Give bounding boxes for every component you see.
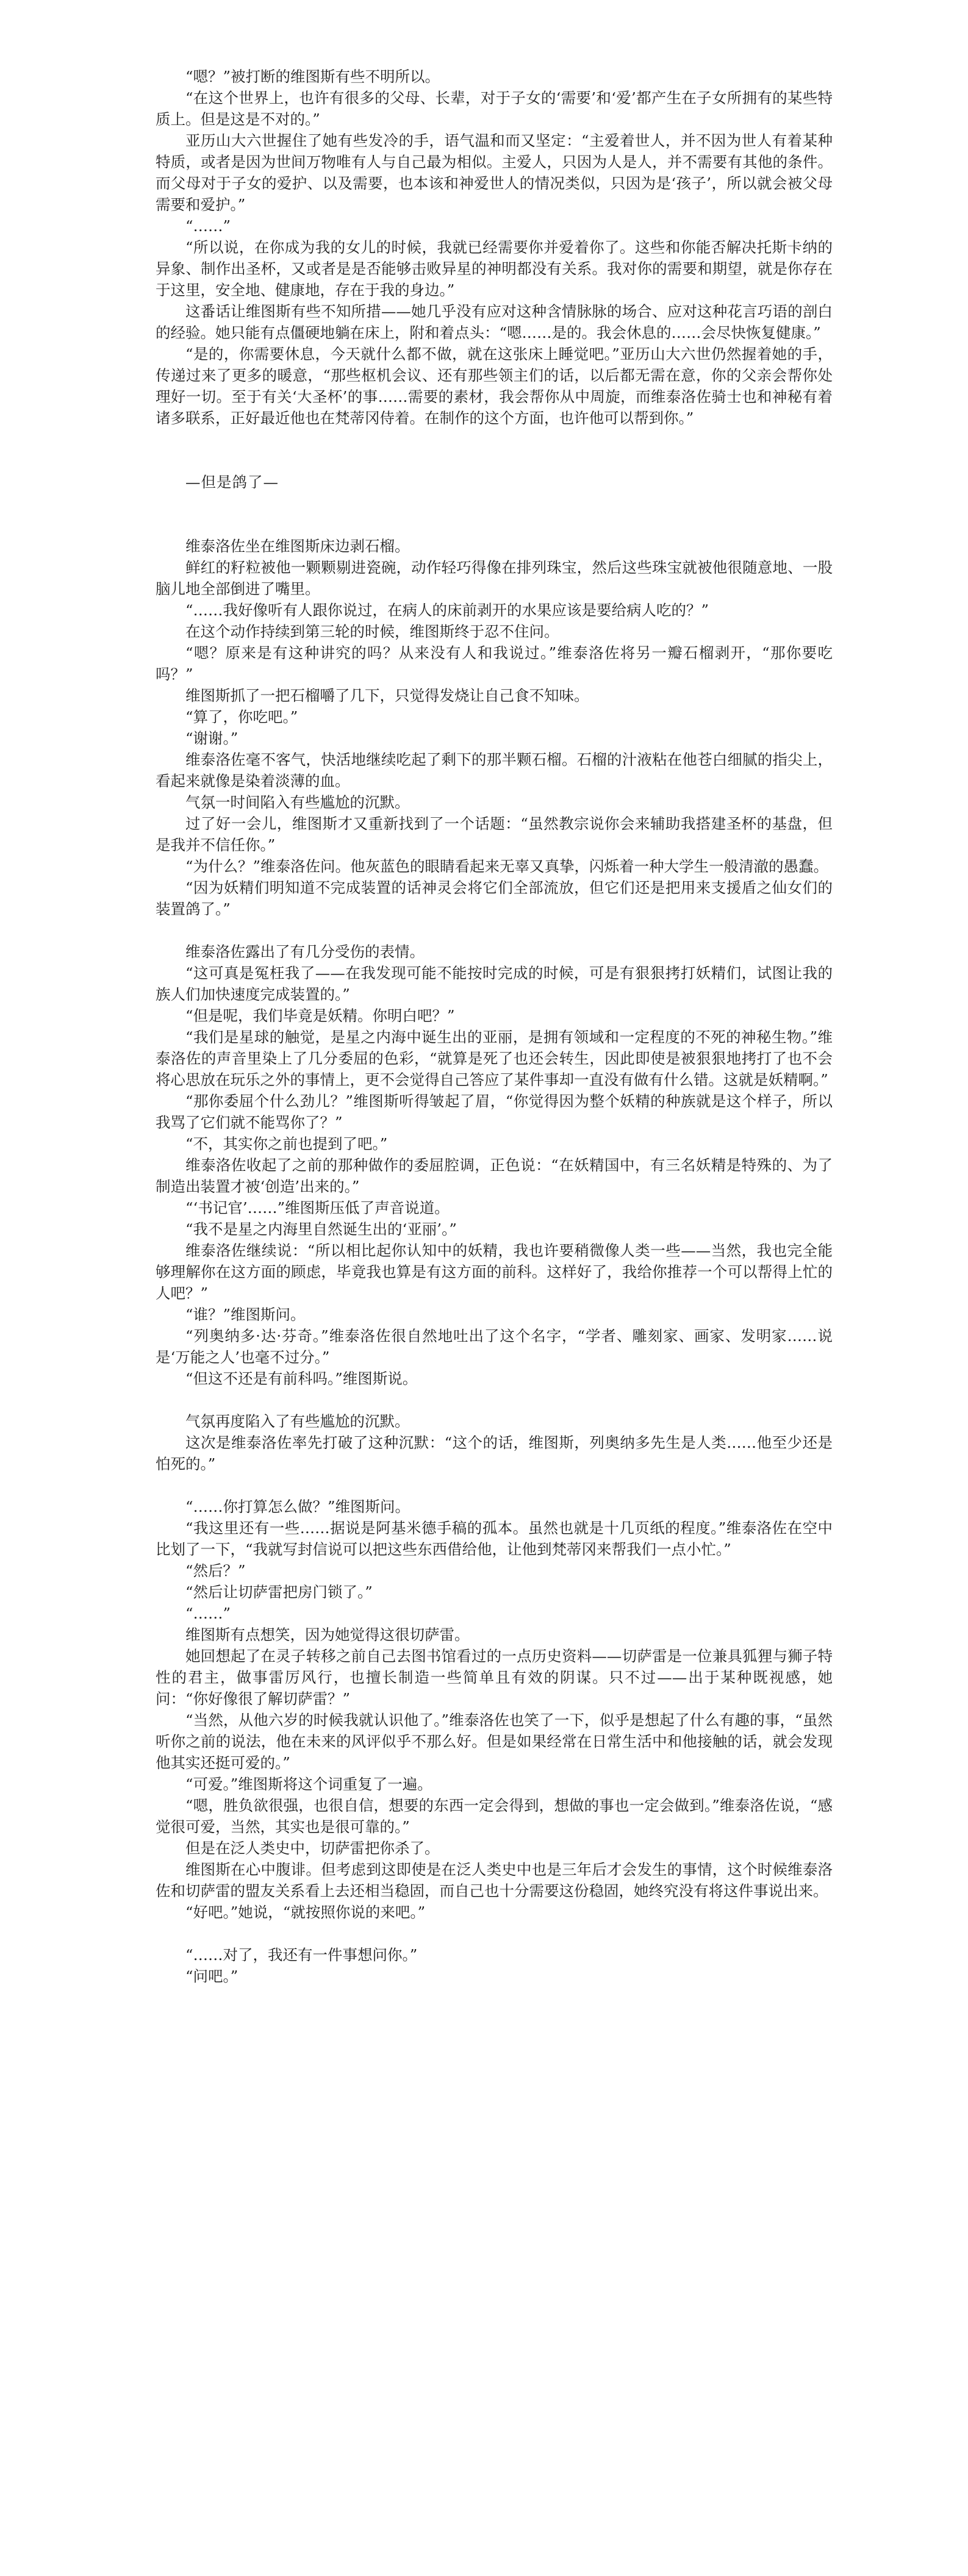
paragraph: 这番话让维图斯有些不知所措——她几乎没有应对这种含情脉脉的场合、应对这种花言巧语的剖白的经验。她只能有点僵硬地躺在床上，附和着点头：“嗯……是的。我会休息的……会尽快恢复健康。” bbox=[156, 302, 833, 342]
paragraph: “可爱。”维图斯将这个词重复了一遍。 bbox=[185, 1775, 432, 1793]
paragraph: 在这个动作持续到第三轮的时候，维图斯终于忍不住问。 bbox=[185, 623, 559, 640]
paragraph: “为什么？”维泰洛佐问。他灰蓝色的眼睛看起来无辜又真挚，闪烁着一种大学生一般清澈的愚蠢。 bbox=[185, 857, 829, 875]
paragraph: “嗯，胜负欲很强，也很自信，想要的东西一定会得到，想做的事也一定会做到。”维泰洛佐说，“感觉很可爱，当然，其实也是很可靠的。” bbox=[156, 1797, 833, 1836]
paragraph: “但是呢，我们毕竟是妖精。你明白吧？” bbox=[185, 1007, 455, 1025]
paragraph: “但这不还是有前科吗。”维图斯说。 bbox=[185, 1370, 418, 1387]
paragraph: “……对了，我还有一件事想问你。” bbox=[185, 1946, 418, 1964]
paragraph: “……我好像听有人跟你说过，在病人的床前剥开的水果应该是要给病人吃的？” bbox=[185, 601, 709, 619]
blank-space bbox=[156, 429, 833, 471]
paragraph: 维图斯有点想笑，因为她觉得这很切萨雷。 bbox=[185, 1626, 470, 1644]
paragraph: “算了，你吃吧。” bbox=[185, 708, 298, 726]
blank-space bbox=[156, 1475, 833, 1496]
paragraph: “我不是星之内海里自然诞生出的‘亚丽’。” bbox=[185, 1220, 457, 1238]
paragraph: “因为妖精们明知道不完成装置的话神灵会将它们全部流放，但它们还是把用来支援盾之仙女们的装置鸽了。” bbox=[156, 879, 833, 918]
paragraph: “嗯？原来是有这种讲究的吗？从来没有人和我说过。”维泰洛佐将另一瓣石榴剥开，“那你要吃吗？” bbox=[156, 644, 833, 683]
paragraph: 鲜红的籽粒被他一颗颗剔进瓷碗，动作轻巧得像在排列珠宝，然后这些珠宝就被他很随意地、一股脑儿地全部倒进了嘴里。 bbox=[156, 559, 833, 598]
paragraph: “谁？”维图斯问。 bbox=[185, 1306, 306, 1323]
paragraph: 维泰洛佐毫不客气，快活地继续吃起了剩下的那半颗石榴。石榴的汁液粘在他苍白细腻的指尖上，看起来就像是染着淡薄的血。 bbox=[156, 751, 833, 790]
paragraph: “那你委屈个什么劲儿？”维图斯听得皱起了眉，“你觉得因为整个妖精的种族就是这个样子，所以我骂了它们就不能骂你了？” bbox=[156, 1092, 833, 1131]
paragraph: 维图斯抓了一把石榴嚼了几下，只觉得发烧让自己食不知味。 bbox=[185, 687, 589, 704]
document-body bbox=[156, 66, 833, 1987]
paragraph: 维图斯在心中腹诽。但考虑到这即使是在泛人类史中也是三年后才会发生的事情，这个时候维泰洛佐和切萨雷的盟友关系看上去还相当稳固，而自己也十分需要这份稳固，她终究没有将这件事说出来。 bbox=[156, 1861, 833, 1900]
paragraph: 这次是维泰洛佐率先打破了这种沉默：“这个的话，维图斯，列奥纳多先生是人类……他至少还是怕死的。” bbox=[156, 1434, 833, 1473]
paragraph: “好吧。”她说，“就按照你说的来吧。” bbox=[185, 1903, 426, 1921]
paragraph: “然后让切萨雷把房门锁了。” bbox=[185, 1583, 373, 1601]
paragraph: 过了好一会儿，维图斯才又重新找到了一个话题：“虽然教宗说你会来辅助我搭建圣杯的基盘，但是我并不信任你。” bbox=[156, 815, 833, 854]
paragraph: 维泰洛佐继续说：“所以相比起你认知中的妖精，我也许要稍微像人类一些——当然，我也完全能够理解你在这方面的顾虑，毕竟我也算是有这方面的前科。这样好了，我给你推荐一个可以帮得上忙的人吧？” bbox=[156, 1242, 833, 1302]
blank-space bbox=[156, 1389, 833, 1411]
paragraph: “嗯？”被打断的维图斯有些不明所以。 bbox=[185, 68, 440, 85]
paragraph: “在这个世界上，也许有很多的父母、长辈，对于子女的‘需要’和‘爱’都产生在子女所拥有的某些特质上。但是这是不对的。” bbox=[156, 89, 833, 128]
paragraph: “然后？” bbox=[185, 1562, 246, 1580]
blank-space bbox=[156, 1923, 833, 1944]
paragraph: 亚历山大六世握住了她有些发冷的手，语气温和而又坚定：“主爱着世人，并不因为世人有着某种特质，或者是因为世间万物唯有人与自己最为相似。主爱人，只因为人是人，并不需要有其他的条件。而父母对于子女的爱护、以及需要，也本该和神爱世人的情况类似，只因为是‘孩子’，所以就会被父母需要和爱护。” bbox=[156, 132, 833, 213]
paragraph: “……你打算怎么做？”维图斯问。 bbox=[185, 1498, 411, 1515]
paragraph: “‘书记官’……”维图斯压低了声音说道。 bbox=[185, 1199, 450, 1217]
paragraph: 维泰洛佐坐在维图斯床边剥石榴。 bbox=[185, 537, 410, 555]
paragraph: “这可真是冤枉我了——在我发现可能不能按时完成的时候，可是有狠狠拷打妖精们，试图让我的族人们加快速度完成装置的。” bbox=[156, 964, 833, 1003]
paragraph: “当然，从他六岁的时候我就认识他了。”维泰洛佐也笑了一下，似乎是想起了什么有趣的事，“虽然听你之前的说法，他在未来的风评似乎不那么好。但是如果经常在日常生活中和他接触的话，就会发现他其实还挺可爱的。” bbox=[156, 1711, 833, 1772]
paragraph: “……” bbox=[185, 217, 231, 235]
paragraph: “……” bbox=[185, 1605, 231, 1622]
paragraph: 维泰洛佐收起了之前的那种做作的委屈腔调，正色说：“在妖精国中，有三名妖精是特殊的、为了制造出装置才被‘创造’出来的。” bbox=[156, 1156, 833, 1195]
paragraph: 维泰洛佐露出了有几分受伤的表情。 bbox=[185, 943, 425, 961]
paragraph: 气氛一时间陷入有些尴尬的沉默。 bbox=[185, 793, 410, 811]
paragraph: “问吧。” bbox=[185, 1967, 238, 1985]
section-separator: —但是鸽了— bbox=[185, 473, 279, 491]
paragraph: “我这里还有一些……据说是阿基米德手稿的孤本。虽然也就是十几页纸的程度。”维泰洛佐在空中比划了一下，“我就写封信说可以把这些东西借给他，让他到梵蒂冈来帮我们一点小忙。” bbox=[156, 1519, 833, 1558]
paragraph: 气氛再度陷入了有些尴尬的沉默。 bbox=[185, 1412, 410, 1430]
paragraph: “列奥纳多·达·芬奇。”维泰洛佐很自然地吐出了这个名字，“学者、雕刻家、画家、发明家……说是‘万能之人’也毫不过分。” bbox=[156, 1327, 833, 1366]
blank-space bbox=[156, 493, 833, 535]
paragraph: “谢谢。” bbox=[185, 729, 238, 747]
blank-space bbox=[156, 920, 833, 941]
paragraph: 但是在泛人类史中，切萨雷把你杀了。 bbox=[185, 1839, 440, 1857]
paragraph: “所以说，在你成为我的女儿的时候，我就已经需要你并爱着你了。这些和你能否解决托斯卡纳的异象、制作出圣杯，又或者是是否能够击败异星的神明都没有关系。我对你的需要和期望，就是你存在于这里，安全地、健康地，存在于我的身边。” bbox=[156, 238, 833, 299]
paragraph: “我们是星球的触觉，是星之内海中诞生出的亚丽，是拥有领域和一定程度的不死的神秘生物。”维泰洛佐的声音里染上了几分委屈的色彩，“就算是死了也还会转生，因此即使是被狠狠地拷打了也不会将心思放在玩乐之外的事情上，更不会觉得自己答应了某件事却一直没有做有什么错。这就是妖精啊。” bbox=[156, 1028, 833, 1089]
paragraph: 她回想起了在灵子转移之前自己去图书馆看过的一点历史资料——切萨雷是一位兼具狐狸与狮子特性的君主，做事雷厉风行，也擅长制造一些简单且有效的阴谋。只不过——出于某种既视感，她问：“你好像很了解切萨雷？” bbox=[156, 1647, 833, 1708]
paragraph: “是的，你需要休息，今天就什么都不做，就在这张床上睡觉吧。”亚历山大六世仍然握着她的手，传递过来了更多的暖意，“那些枢机会议、还有那些领主们的话，以后都无需在意，你的父亲会帮你处理好一切。至于有关‘大圣杯’的事……需要的素材，我会帮你从中周旋，而维泰洛佐骑士也和神秘有着诸多联系，正好最近他也在梵蒂冈侍着。在制作的这个方面，也许他可以帮到你。” bbox=[156, 345, 833, 427]
paragraph: “不，其实你之前也提到了吧。” bbox=[185, 1135, 388, 1153]
